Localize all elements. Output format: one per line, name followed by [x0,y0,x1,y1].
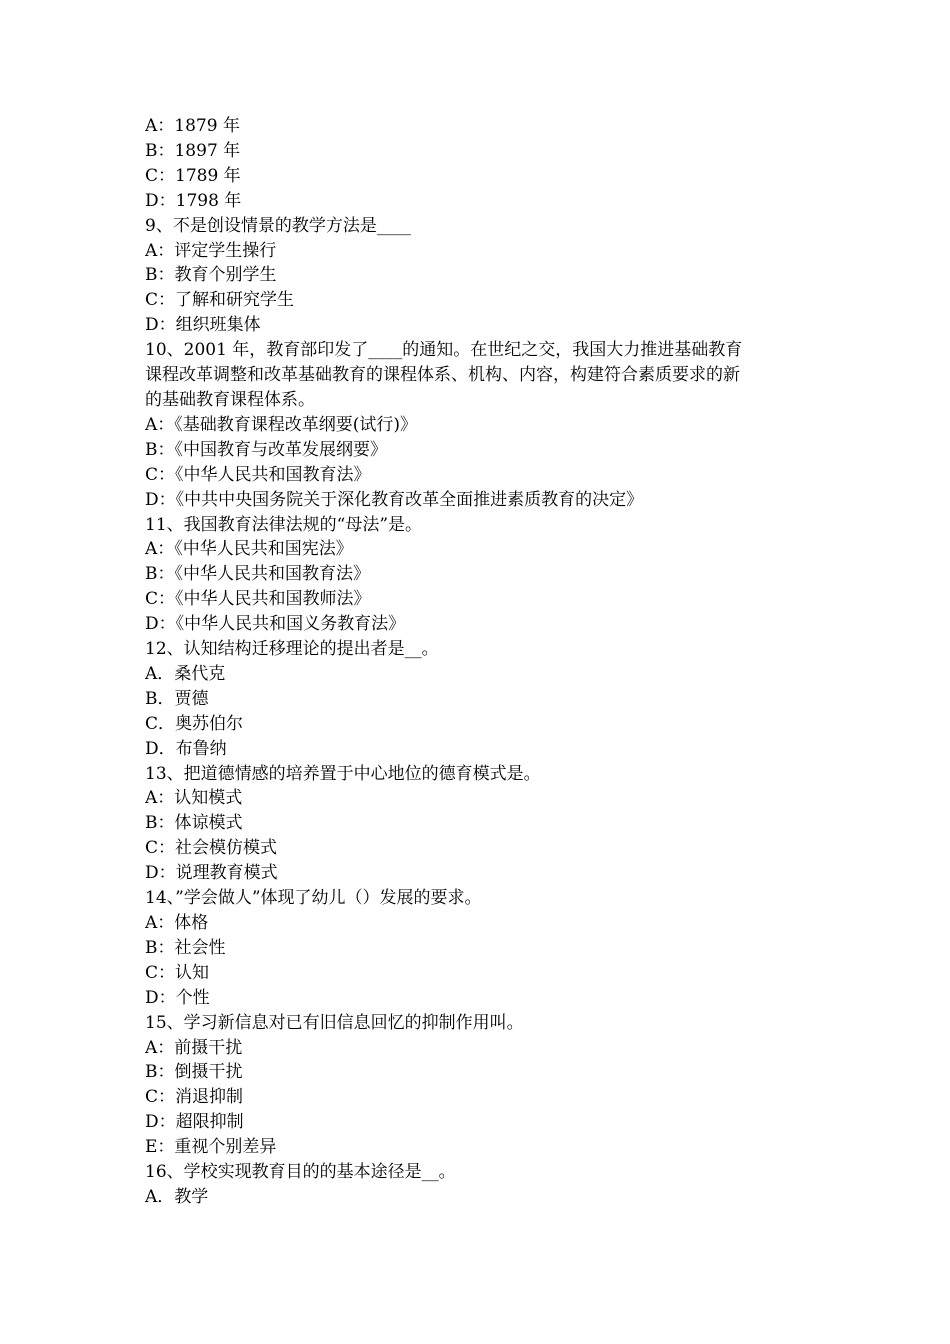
option-line: A：评定学生操行 [145,240,277,261]
option-line: D：1798 年 [145,190,242,211]
question-16: 16、学校实现教育目的的基本途径是__。 [145,1162,456,1183]
question-10-line-2: 课程改革调整和改革基础教育的课程体系、机构、内容，构建符合素质要求的新 [145,365,740,386]
option-line: B：体谅模式 [145,813,243,834]
option-line: D：个性 [145,987,210,1008]
option-line: A．桑代克 [145,663,226,684]
option-line: A：《基础教育课程改革纲要(试行)》 [145,414,418,435]
option-line: A：《中华人民共和国宪法》 [145,539,353,560]
question-15: 15、学习新信息对已有旧信息回忆的抑制作用叫。 [145,1012,524,1033]
question-9: 9、不是创设情景的教学方法是____ [145,215,411,236]
option-line: D：《中共中央国务院关于深化教育改革全面推进素质教育的决定》 [145,489,644,510]
option-line: A：1879 年 [145,116,240,136]
option-line: B．贾德 [145,688,209,709]
option-line: B：社会性 [145,937,226,958]
option-line: C：消退抑制 [145,1087,244,1108]
question-14: 14、”学会做人”体现了幼儿（）发展的要求。 [145,888,482,909]
option-line: B：《中国教育与改革发展纲要》 [145,439,387,460]
option-line: D：组织班集体 [145,315,261,336]
option-line: D：说理教育模式 [145,863,278,884]
option-line: C：社会模仿模式 [145,838,278,859]
option-line: A．教学 [145,1186,209,1207]
document-page [145,114,825,1210]
option-line: D：《中华人民共和国义务教育法》 [145,614,406,635]
option-line: D．布鲁纳 [145,738,227,759]
option-line: B：1897 年 [145,140,241,161]
option-line: C．奥苏伯尔 [145,713,244,734]
question-11: 11、我国教育法律法规的“母法”是。 [145,514,423,535]
option-line: C：了解和研究学生 [145,290,295,311]
option-line: A：体格 [145,913,209,933]
question-10-line-1: 10、2001 年，教育部印发了____的通知。在世纪之交，我国大力推进基础教育 [145,340,743,361]
option-line: A：前摄干扰 [145,1037,243,1058]
option-line: C：《中华人民共和国教师法》 [145,589,371,610]
option-line: B：《中华人民共和国教育法》 [145,564,370,585]
option-line: D：超限抑制 [145,1112,244,1133]
option-line: C：《中华人民共和国教育法》 [145,464,371,485]
question-13: 13、把道德情感的培养置于中心地位的德育模式是。 [145,763,541,784]
option-line: C：1789 年 [145,165,241,186]
option-line: C：认知 [145,962,210,983]
option-line: B：倒摄干扰 [145,1062,243,1083]
question-12: 12、认知结构迁移理论的提出者是__。 [145,639,439,660]
option-line: A：认知模式 [145,788,243,809]
option-line: B：教育个别学生 [145,265,277,286]
option-line: E：重视个别差异 [145,1137,277,1158]
question-10-line-3: 的基础教育课程体系。 [145,389,315,410]
